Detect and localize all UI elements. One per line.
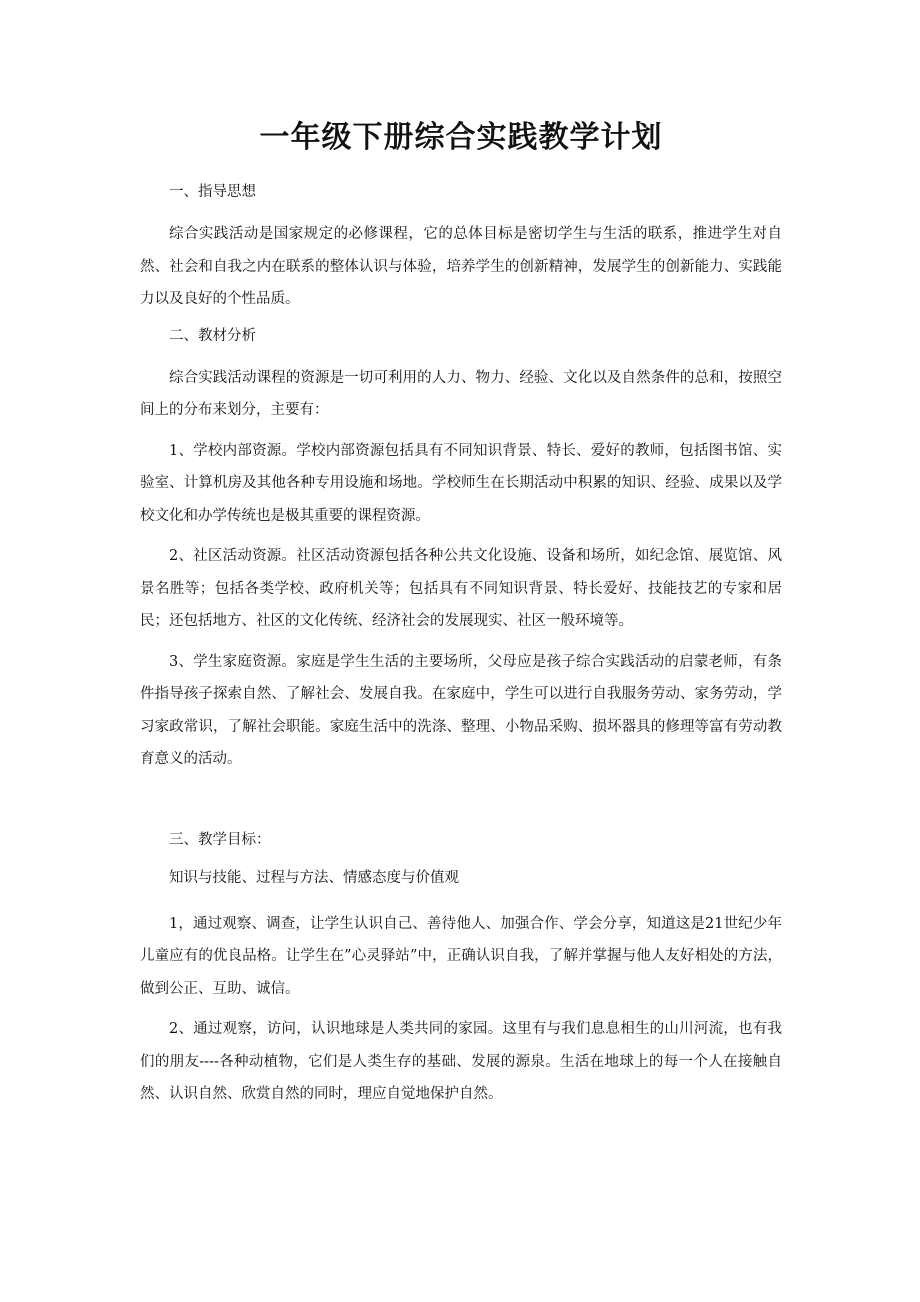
teaching-goals-subtitle: 知识与技能、过程与方法、情感态度与价值观 — [169, 869, 459, 886]
section-heading-teaching-goals: 三、教学目标： — [169, 831, 271, 848]
paragraph-goal-1: 1，通过观察、调查，让学生认识自己、善待他人、加强合作、学会分享，知道这是21世纪少年儿童应有的优良品格。让学生在”心灵驿站”中，正确认识自我，了解并掌握与他人友好相处的方法，做到公正、互助、诚信。 — [140, 915, 782, 997]
section-heading-textbook-analysis: 二、教材分析 — [169, 327, 256, 344]
paragraph-family-resources: 3、学生家庭资源。家庭是学生生活的主要场所，父母应是孩子综合实践活动的启蒙老师，有条件指导孩子探索自然、了解社会、发展自我。在家庭中，学生可以进行自我服务劳动、家务劳动，学习家政常识，了解社会职能。家庭生活中的洗涤、整理、小物品采购、损坏器具的修理等富有劳动教育意义的活动。 — [140, 653, 782, 767]
paragraph-community-resources: 2、社区活动资源。社区活动资源包括各种公共文化设施、设备和场所，如纪念馆、展览馆、风景名胜等；包括各类学校、政府机关等；包括具有不同知识背景、特长爱好、技能技艺的专家和居民；还包括地方、社区的文化传统、经济社会的发展现实、社区一般环境等。 — [140, 548, 782, 629]
document-page — [140, 112, 782, 1119]
document-title: 一年级下册综合实践教学计划 — [259, 120, 663, 155]
paragraph-goal-2: 2、通过观察，访问，认识地球是人类共同的家园。这里有与我们息息相生的山川河流，也有我们的朋友----各种动植物，它们是人类生存的基础、发展的源泉。生活在地球上的每一个人在接触自然、认识自然、欣赏自然的同时，理应自觉地保护自然。 — [140, 1021, 782, 1102]
paragraph-guiding-idea: 综合实践活动是国家规定的必修课程，它的总体目标是密切学生与生活的联系，推进学生对自然、社会和自我之内在联系的整体认识与体验，培养学生的创新精神，发展学生的创新能力、实践能力以及良好的个性品质。 — [140, 226, 782, 307]
section-heading-guiding-idea: 一、指导思想 — [169, 184, 256, 200]
paragraph-resources-intro: 综合实践活动课程的资源是一切可利用的人力、物力、经验、文化以及自然条件的总和，按照空间上的分布来划分，主要有： — [140, 369, 782, 418]
paragraph-school-resources: 1、学校内部资源。学校内部资源包括具有不同知识背景、特长、爱好的教师，包括图书馆、实验室、计算机房及其他各种专用设施和场地。学校师生在长期活动中积累的知识、经验、成果以及学校文化和办学传统也是极其重要的课程资源。 — [140, 442, 782, 524]
spacer — [140, 784, 782, 828]
